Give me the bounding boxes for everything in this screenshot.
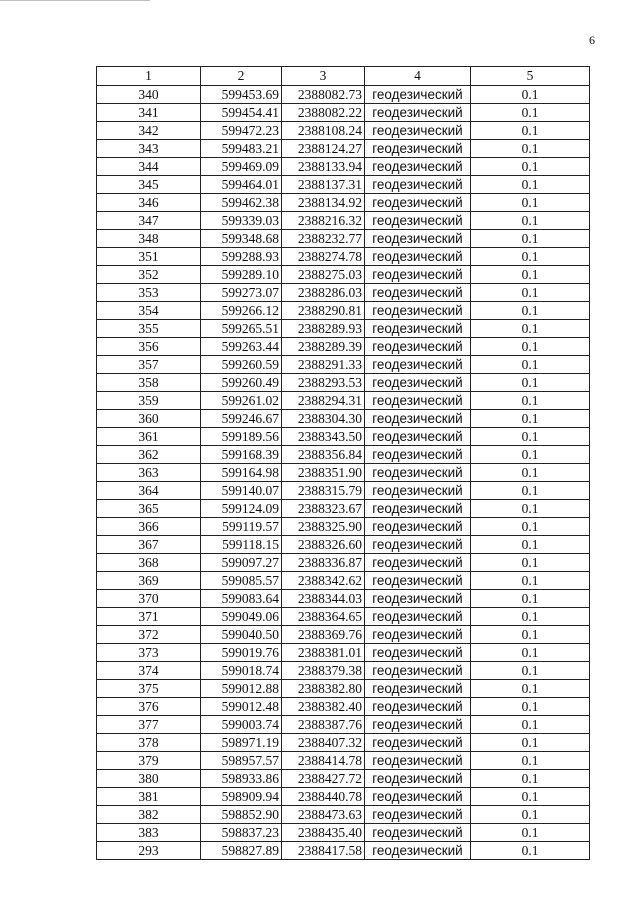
y-coordinate-cell: 2388435.40: [282, 824, 365, 842]
table-row: [97, 104, 590, 122]
method-cell: геодезический: [365, 392, 471, 410]
method-cell: геодезический: [365, 248, 471, 266]
y-coordinate-cell: 2388137.31: [282, 176, 365, 194]
point-number-cell: 381: [97, 788, 201, 806]
table-row: [97, 824, 590, 842]
x-coordinate-cell: 599263.44: [201, 338, 282, 356]
point-number-cell: 351: [97, 248, 201, 266]
accuracy-cell: 0.1: [471, 590, 590, 608]
y-coordinate-cell: 2388342.62: [282, 572, 365, 590]
x-coordinate-cell: 599339.03: [201, 212, 282, 230]
point-number-cell: 347: [97, 212, 201, 230]
y-coordinate-cell: 2388427.72: [282, 770, 365, 788]
method-cell: геодезический: [365, 194, 471, 212]
accuracy-cell: 0.1: [471, 536, 590, 554]
point-number-cell: 380: [97, 770, 201, 788]
y-coordinate-cell: 2388356.84: [282, 446, 365, 464]
method-cell: геодезический: [365, 680, 471, 698]
x-coordinate-cell: 599260.49: [201, 374, 282, 392]
y-coordinate-cell: 2388379.38: [282, 662, 365, 680]
method-cell: геодезический: [365, 302, 471, 320]
y-coordinate-cell: 2388344.03: [282, 590, 365, 608]
point-number-cell: 355: [97, 320, 201, 338]
y-coordinate-cell: 2388382.40: [282, 698, 365, 716]
y-coordinate-cell: 2388293.53: [282, 374, 365, 392]
accuracy-cell: 0.1: [471, 176, 590, 194]
accuracy-cell: 0.1: [471, 320, 590, 338]
point-number-cell: 353: [97, 284, 201, 302]
table-row: [97, 320, 590, 338]
point-number-cell: 375: [97, 680, 201, 698]
x-coordinate-cell: 599164.98: [201, 464, 282, 482]
table-row: [97, 680, 590, 698]
y-coordinate-cell: 2388124.27: [282, 140, 365, 158]
x-coordinate-cell: 598837.23: [201, 824, 282, 842]
method-cell: геодезический: [365, 752, 471, 770]
y-coordinate-cell: 2388108.24: [282, 122, 365, 140]
point-number-cell: 356: [97, 338, 201, 356]
point-number-cell: 378: [97, 734, 201, 752]
accuracy-cell: 0.1: [471, 482, 590, 500]
method-cell: геодезический: [365, 536, 471, 554]
accuracy-cell: 0.1: [471, 212, 590, 230]
method-cell: геодезический: [365, 662, 471, 680]
point-number-cell: 370: [97, 590, 201, 608]
method-cell: геодезический: [365, 230, 471, 248]
y-coordinate-cell: 2388315.79: [282, 482, 365, 500]
accuracy-cell: 0.1: [471, 374, 590, 392]
accuracy-cell: 0.1: [471, 446, 590, 464]
x-coordinate-cell: 599012.48: [201, 698, 282, 716]
table-header-row: [97, 67, 590, 86]
method-cell: геодезический: [365, 788, 471, 806]
method-cell: геодезический: [365, 716, 471, 734]
accuracy-cell: 0.1: [471, 716, 590, 734]
column-header-method: 4: [365, 67, 471, 86]
table-row: [97, 122, 590, 140]
accuracy-cell: 0.1: [471, 788, 590, 806]
x-coordinate-cell: 599288.93: [201, 248, 282, 266]
accuracy-cell: 0.1: [471, 266, 590, 284]
table-row: [97, 464, 590, 482]
point-number-cell: 345: [97, 176, 201, 194]
method-cell: геодезический: [365, 284, 471, 302]
accuracy-cell: 0.1: [471, 518, 590, 536]
accuracy-cell: 0.1: [471, 698, 590, 716]
method-cell: геодезический: [365, 320, 471, 338]
x-coordinate-cell: 599083.64: [201, 590, 282, 608]
method-cell: геодезический: [365, 590, 471, 608]
x-coordinate-cell: 599246.67: [201, 410, 282, 428]
point-number-cell: 354: [97, 302, 201, 320]
y-coordinate-cell: 2388133.94: [282, 158, 365, 176]
method-cell: геодезический: [365, 554, 471, 572]
method-cell: геодезический: [365, 410, 471, 428]
y-coordinate-cell: 2388382.80: [282, 680, 365, 698]
point-number-cell: 371: [97, 608, 201, 626]
y-coordinate-cell: 2388381.01: [282, 644, 365, 662]
method-cell: геодезический: [365, 428, 471, 446]
y-coordinate-cell: 2388369.76: [282, 626, 365, 644]
x-coordinate-cell: 599348.68: [201, 230, 282, 248]
point-number-cell: 344: [97, 158, 201, 176]
method-cell: геодезический: [365, 734, 471, 752]
y-coordinate-cell: 2388364.65: [282, 608, 365, 626]
table-row: [97, 140, 590, 158]
x-coordinate-cell: 599289.10: [201, 266, 282, 284]
accuracy-cell: 0.1: [471, 104, 590, 122]
table-row: [97, 770, 590, 788]
method-cell: геодезический: [365, 806, 471, 824]
table-body: [97, 86, 590, 860]
point-number-cell: 352: [97, 266, 201, 284]
method-cell: геодезический: [365, 698, 471, 716]
table-row: [97, 788, 590, 806]
method-cell: геодезический: [365, 212, 471, 230]
accuracy-cell: 0.1: [471, 500, 590, 518]
method-cell: геодезический: [365, 842, 471, 860]
table-row: [97, 644, 590, 662]
accuracy-cell: 0.1: [471, 86, 590, 104]
point-number-cell: 361: [97, 428, 201, 446]
y-coordinate-cell: 2388323.67: [282, 500, 365, 518]
table-row: [97, 356, 590, 374]
x-coordinate-cell: 599019.76: [201, 644, 282, 662]
accuracy-cell: 0.1: [471, 752, 590, 770]
point-number-cell: 362: [97, 446, 201, 464]
accuracy-cell: 0.1: [471, 338, 590, 356]
x-coordinate-cell: 598971.19: [201, 734, 282, 752]
x-coordinate-cell: 599018.74: [201, 662, 282, 680]
y-coordinate-cell: 2388351.90: [282, 464, 365, 482]
x-coordinate-cell: 598909.94: [201, 788, 282, 806]
table-row: [97, 374, 590, 392]
accuracy-cell: 0.1: [471, 410, 590, 428]
column-header-accuracy: 5: [471, 67, 590, 86]
x-coordinate-cell: 599464.01: [201, 176, 282, 194]
x-coordinate-cell: 599119.57: [201, 518, 282, 536]
point-number-cell: 369: [97, 572, 201, 590]
method-cell: геодезический: [365, 356, 471, 374]
accuracy-cell: 0.1: [471, 158, 590, 176]
point-number-cell: 374: [97, 662, 201, 680]
page-number: 6: [589, 33, 595, 47]
point-number-cell: 372: [97, 626, 201, 644]
x-coordinate-cell: 599462.38: [201, 194, 282, 212]
accuracy-cell: 0.1: [471, 626, 590, 644]
x-coordinate-cell: 599012.88: [201, 680, 282, 698]
accuracy-cell: 0.1: [471, 770, 590, 788]
accuracy-cell: 0.1: [471, 608, 590, 626]
accuracy-cell: 0.1: [471, 194, 590, 212]
x-coordinate-cell: 599140.07: [201, 482, 282, 500]
x-coordinate-cell: 599085.57: [201, 572, 282, 590]
table-row: [97, 392, 590, 410]
y-coordinate-cell: 2388082.22: [282, 104, 365, 122]
table-row: [97, 410, 590, 428]
table-row: [97, 446, 590, 464]
x-coordinate-cell: 599265.51: [201, 320, 282, 338]
x-coordinate-cell: 599483.21: [201, 140, 282, 158]
x-coordinate-cell: 599097.27: [201, 554, 282, 572]
table-row: [97, 86, 590, 104]
method-cell: геодезический: [365, 824, 471, 842]
point-number-cell: 340: [97, 86, 201, 104]
x-coordinate-cell: 598933.86: [201, 770, 282, 788]
accuracy-cell: 0.1: [471, 572, 590, 590]
accuracy-cell: 0.1: [471, 140, 590, 158]
accuracy-cell: 0.1: [471, 806, 590, 824]
y-coordinate-cell: 2388232.77: [282, 230, 365, 248]
table-row: [97, 212, 590, 230]
point-number-cell: 379: [97, 752, 201, 770]
x-coordinate-cell: 599472.23: [201, 122, 282, 140]
x-coordinate-cell: 599124.09: [201, 500, 282, 518]
table-row: [97, 716, 590, 734]
point-number-cell: 341: [97, 104, 201, 122]
accuracy-cell: 0.1: [471, 284, 590, 302]
accuracy-cell: 0.1: [471, 680, 590, 698]
table-row: [97, 554, 590, 572]
point-number-cell: 293: [97, 842, 201, 860]
method-cell: геодезический: [365, 464, 471, 482]
x-coordinate-cell: 599266.12: [201, 302, 282, 320]
column-header-y: 3: [282, 67, 365, 86]
method-cell: геодезический: [365, 482, 471, 500]
table-row: [97, 176, 590, 194]
y-coordinate-cell: 2388336.87: [282, 554, 365, 572]
coordinates-table: [96, 66, 590, 860]
table-row: [97, 536, 590, 554]
method-cell: геодезический: [365, 86, 471, 104]
y-coordinate-cell: 2388414.78: [282, 752, 365, 770]
table-row: [97, 806, 590, 824]
method-cell: геодезический: [365, 266, 471, 284]
column-header-x: 2: [201, 67, 282, 86]
table-row: [97, 698, 590, 716]
method-cell: геодезический: [365, 122, 471, 140]
x-coordinate-cell: 599118.15: [201, 536, 282, 554]
accuracy-cell: 0.1: [471, 122, 590, 140]
point-number-cell: 373: [97, 644, 201, 662]
accuracy-cell: 0.1: [471, 824, 590, 842]
table-row: [97, 158, 590, 176]
column-header-point-number: 1: [97, 67, 201, 86]
x-coordinate-cell: 599453.69: [201, 86, 282, 104]
table-row: [97, 230, 590, 248]
y-coordinate-cell: 2388274.78: [282, 248, 365, 266]
x-coordinate-cell: 599168.39: [201, 446, 282, 464]
table-row: [97, 608, 590, 626]
point-number-cell: 346: [97, 194, 201, 212]
point-number-cell: 376: [97, 698, 201, 716]
point-number-cell: 368: [97, 554, 201, 572]
x-coordinate-cell: 598852.90: [201, 806, 282, 824]
accuracy-cell: 0.1: [471, 248, 590, 266]
y-coordinate-cell: 2388304.30: [282, 410, 365, 428]
table-row: [97, 626, 590, 644]
accuracy-cell: 0.1: [471, 302, 590, 320]
x-coordinate-cell: 598827.89: [201, 842, 282, 860]
table-row: [97, 194, 590, 212]
accuracy-cell: 0.1: [471, 644, 590, 662]
x-coordinate-cell: 599049.06: [201, 608, 282, 626]
accuracy-cell: 0.1: [471, 392, 590, 410]
method-cell: геодезический: [365, 104, 471, 122]
method-cell: геодезический: [365, 626, 471, 644]
table-row: [97, 842, 590, 860]
method-cell: геодезический: [365, 158, 471, 176]
y-coordinate-cell: 2388387.76: [282, 716, 365, 734]
accuracy-cell: 0.1: [471, 662, 590, 680]
accuracy-cell: 0.1: [471, 734, 590, 752]
y-coordinate-cell: 2388275.03: [282, 266, 365, 284]
y-coordinate-cell: 2388326.60: [282, 536, 365, 554]
point-number-cell: 382: [97, 806, 201, 824]
table-row: [97, 662, 590, 680]
accuracy-cell: 0.1: [471, 356, 590, 374]
x-coordinate-cell: 599003.74: [201, 716, 282, 734]
point-number-cell: 360: [97, 410, 201, 428]
x-coordinate-cell: 599189.56: [201, 428, 282, 446]
method-cell: геодезический: [365, 446, 471, 464]
point-number-cell: 383: [97, 824, 201, 842]
point-number-cell: 358: [97, 374, 201, 392]
method-cell: геодезический: [365, 374, 471, 392]
x-coordinate-cell: 599040.50: [201, 626, 282, 644]
method-cell: геодезический: [365, 176, 471, 194]
method-cell: геодезический: [365, 572, 471, 590]
y-coordinate-cell: 2388289.93: [282, 320, 365, 338]
table-row: [97, 338, 590, 356]
method-cell: геодезический: [365, 500, 471, 518]
accuracy-cell: 0.1: [471, 842, 590, 860]
x-coordinate-cell: 599261.02: [201, 392, 282, 410]
y-coordinate-cell: 2388134.92: [282, 194, 365, 212]
table-row: [97, 518, 590, 536]
method-cell: геодезический: [365, 518, 471, 536]
y-coordinate-cell: 2388289.39: [282, 338, 365, 356]
scan-edge-line: [0, 0, 150, 1]
point-number-cell: 359: [97, 392, 201, 410]
table-row: [97, 482, 590, 500]
y-coordinate-cell: 2388291.33: [282, 356, 365, 374]
point-number-cell: 342: [97, 122, 201, 140]
table-row: [97, 248, 590, 266]
method-cell: геодезический: [365, 338, 471, 356]
point-number-cell: 365: [97, 500, 201, 518]
method-cell: геодезический: [365, 140, 471, 158]
y-coordinate-cell: 2388286.03: [282, 284, 365, 302]
x-coordinate-cell: 599469.09: [201, 158, 282, 176]
y-coordinate-cell: 2388294.31: [282, 392, 365, 410]
y-coordinate-cell: 2388325.90: [282, 518, 365, 536]
y-coordinate-cell: 2388407.32: [282, 734, 365, 752]
table-row: [97, 284, 590, 302]
table-row: [97, 500, 590, 518]
x-coordinate-cell: 599454.41: [201, 104, 282, 122]
point-number-cell: 377: [97, 716, 201, 734]
method-cell: геодезический: [365, 608, 471, 626]
accuracy-cell: 0.1: [471, 428, 590, 446]
table-row: [97, 572, 590, 590]
table-row: [97, 302, 590, 320]
table-row: [97, 752, 590, 770]
accuracy-cell: 0.1: [471, 554, 590, 572]
y-coordinate-cell: 2388216.32: [282, 212, 365, 230]
method-cell: геодезический: [365, 644, 471, 662]
accuracy-cell: 0.1: [471, 230, 590, 248]
point-number-cell: 367: [97, 536, 201, 554]
accuracy-cell: 0.1: [471, 464, 590, 482]
x-coordinate-cell: 598957.57: [201, 752, 282, 770]
point-number-cell: 364: [97, 482, 201, 500]
table-row: [97, 734, 590, 752]
table-row: [97, 428, 590, 446]
point-number-cell: 363: [97, 464, 201, 482]
y-coordinate-cell: 2388290.81: [282, 302, 365, 320]
y-coordinate-cell: 2388417.58: [282, 842, 365, 860]
table-row: [97, 266, 590, 284]
y-coordinate-cell: 2388473.63: [282, 806, 365, 824]
y-coordinate-cell: 2388440.78: [282, 788, 365, 806]
x-coordinate-cell: 599260.59: [201, 356, 282, 374]
table-row: [97, 590, 590, 608]
point-number-cell: 366: [97, 518, 201, 536]
y-coordinate-cell: 2388082.73: [282, 86, 365, 104]
y-coordinate-cell: 2388343.50: [282, 428, 365, 446]
x-coordinate-cell: 599273.07: [201, 284, 282, 302]
point-number-cell: 357: [97, 356, 201, 374]
point-number-cell: 343: [97, 140, 201, 158]
method-cell: геодезический: [365, 770, 471, 788]
point-number-cell: 348: [97, 230, 201, 248]
